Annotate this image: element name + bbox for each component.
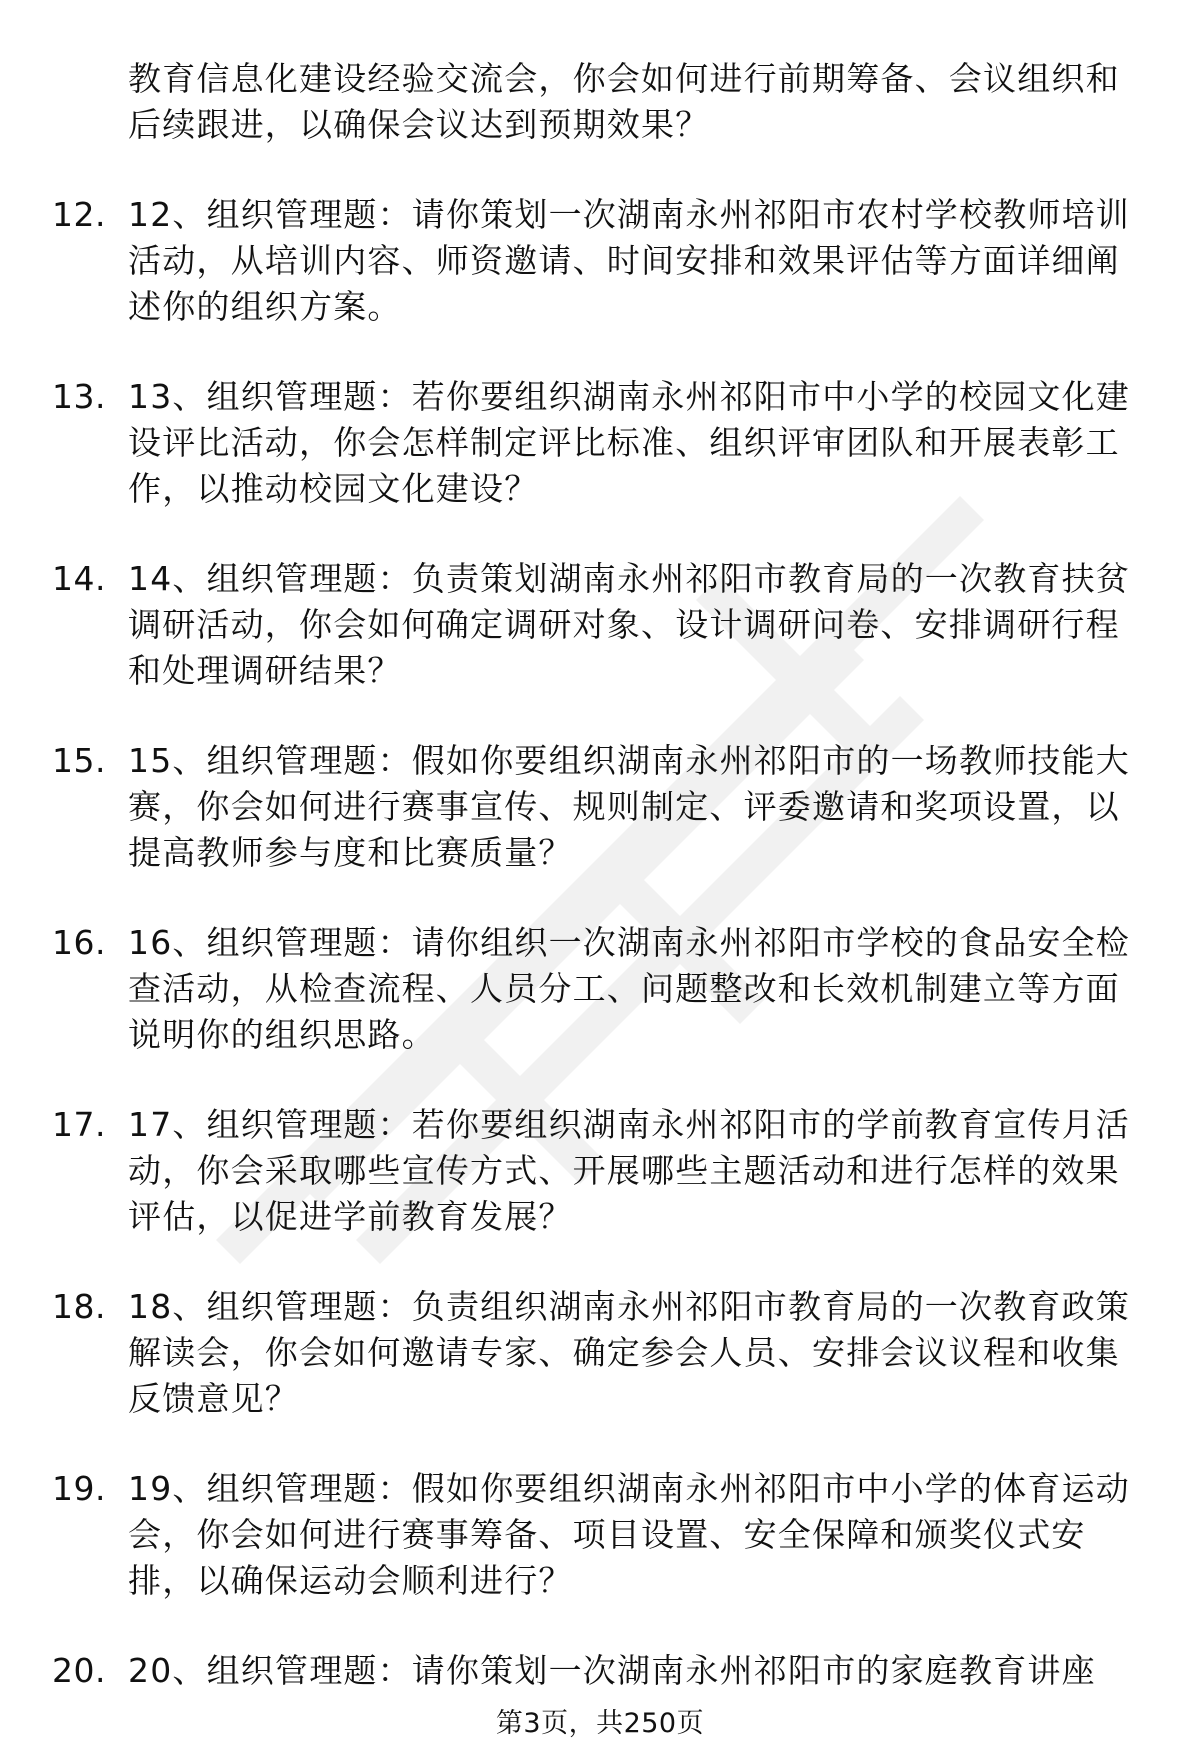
list-item-text: 12、组织管理题：请你策划一次湖南永州祁阳市农村学校教师培训活动，从培训内容、师资邀请、时间安排和效果评估等方面详细阐述你的组织方案。 xyxy=(128,195,1130,326)
list-item-number: 13. xyxy=(52,377,106,416)
list-item-text: 20、组织管理题：请你策划一次湖南永州祁阳市的家庭教育讲座 xyxy=(128,1651,1096,1690)
list-item xyxy=(0,374,1200,512)
list-item-text: 19、组织管理题：假如你要组织湖南永州祁阳市中小学的体育运动会，你会如何进行赛事筹备、项目设置、安全保障和颁奖仪式安排，以确保运动会顺利进行？ xyxy=(128,1469,1130,1600)
question-list xyxy=(0,56,1200,1694)
list-item-continuation xyxy=(0,56,1200,148)
list-item-number: 12. xyxy=(52,195,106,234)
list-item-number: 18. xyxy=(52,1287,106,1326)
list-item-number: 16. xyxy=(52,923,106,962)
list-item-number: 15. xyxy=(52,741,106,780)
list-item-number: 17. xyxy=(52,1105,106,1144)
list-item xyxy=(0,556,1200,694)
list-item xyxy=(0,738,1200,876)
list-item-number: 14. xyxy=(52,559,106,598)
list-item-text: 17、组织管理题：若你要组织湖南永州祁阳市的学前教育宣传月活动，你会采取哪些宣传方式、开展哪些主题活动和进行怎样的效果评估，以促进学前教育发展？ xyxy=(128,1105,1130,1236)
page-footer: 第3页，共250页 xyxy=(495,1708,705,1739)
list-item-text: 13、组织管理题：若你要组织湖南永州祁阳市中小学的校园文化建设评比活动，你会怎样制定评比标准、组织评审团队和开展表彰工作，以推动校园文化建设？ xyxy=(128,377,1130,508)
list-item xyxy=(0,1466,1200,1604)
list-item-text: 18、组织管理题：负责组织湖南永州祁阳市教育局的一次教育政策解读会，你会如何邀请专家、确定参会人员、安排会议议程和收集反馈意见？ xyxy=(128,1287,1130,1418)
list-item-text: 16、组织管理题：请你组织一次湖南永州祁阳市学校的食品安全检查活动，从检查流程、人员分工、问题整改和长效机制建立等方面说明你的组织思路。 xyxy=(128,923,1130,1054)
list-item-text: 14、组织管理题：负责策划湖南永州祁阳市教育局的一次教育扶贫调研活动，你会如何确定调研对象、设计调研问卷、安排调研行程和处理调研结果？ xyxy=(128,559,1130,690)
list-item-number: 19. xyxy=(52,1469,106,1508)
list-item xyxy=(0,1648,1200,1694)
list-item xyxy=(0,1284,1200,1422)
list-item-number: 20. xyxy=(52,1651,106,1690)
list-item-text: 15、组织管理题：假如你要组织湖南永州祁阳市的一场教师技能大赛，你会如何进行赛事宣传、规则制定、评委邀请和奖项设置，以提高教师参与度和比赛质量？ xyxy=(128,741,1130,872)
list-item-text: 教育信息化建设经验交流会，你会如何进行前期筹备、会议组织和后续跟进，以确保会议达到预期效果？ xyxy=(128,59,1120,144)
list-item xyxy=(0,192,1200,330)
list-item xyxy=(0,1102,1200,1240)
list-item xyxy=(0,920,1200,1058)
